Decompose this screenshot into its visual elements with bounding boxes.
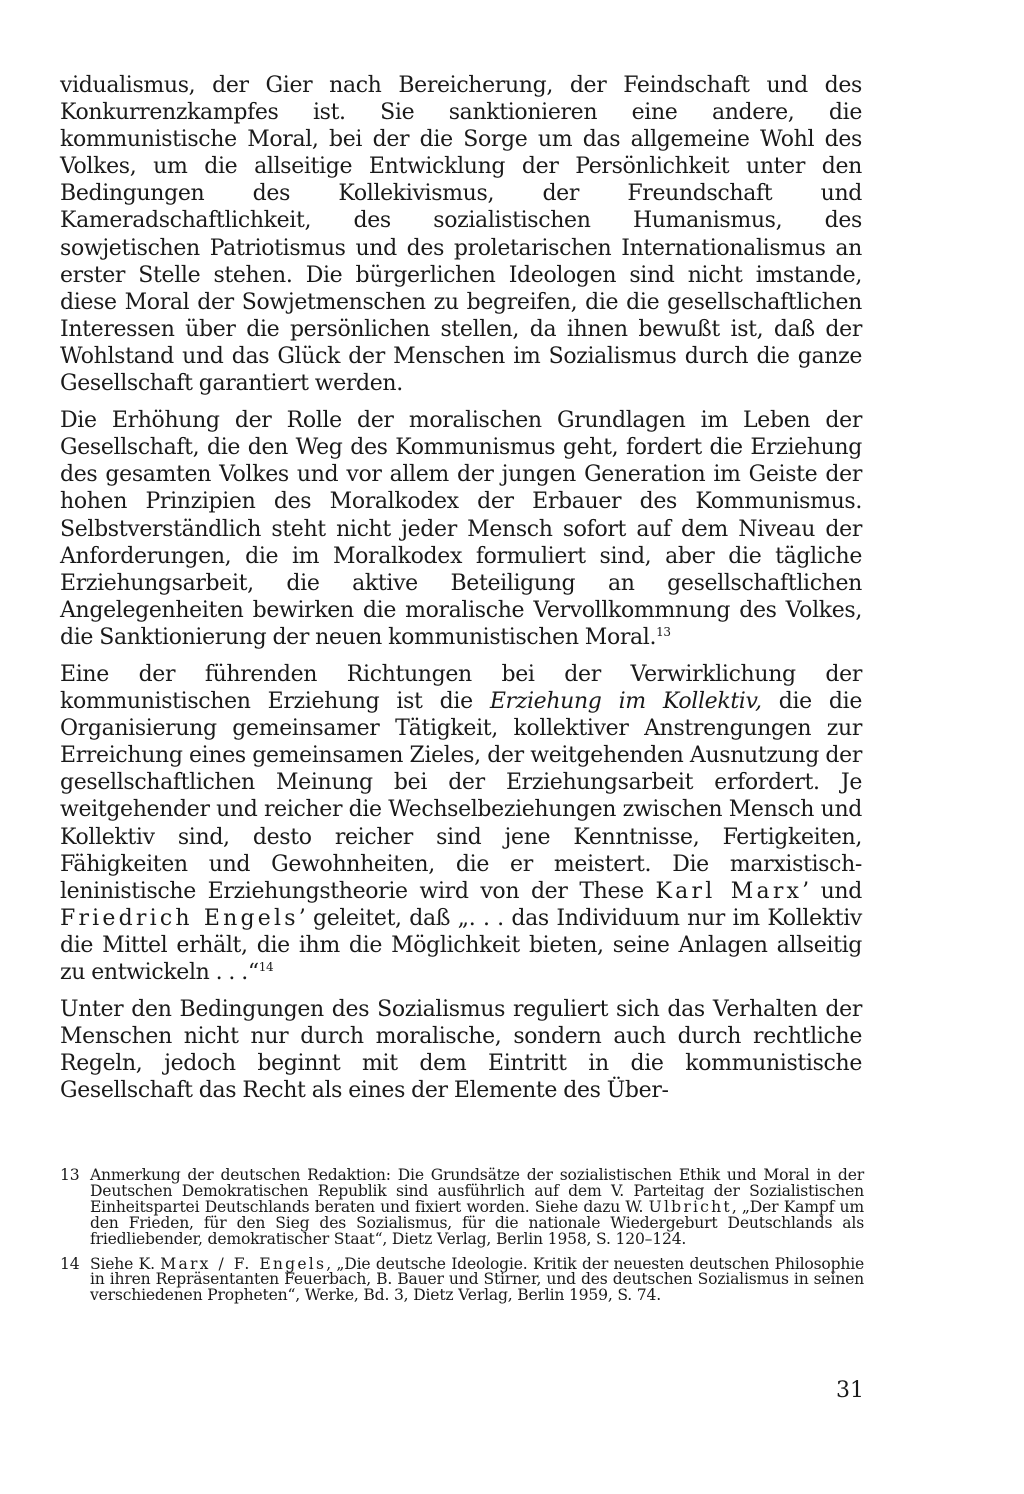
footnote-13-number: 13 <box>60 1166 80 1184</box>
paragraph-4-text: Unter den Bedingungen des Sozialismus reguliert sich das Verhalten der Menschen nicht nur durch moralische, sondern auch durch rechtliche Regeln, jedoch beginnt mit dem Eintritt in die kommunistische Gesellschaft das Recht als eines der Elemente des Über- <box>60 997 862 1104</box>
name-karl-marx: Karl Marx <box>655 878 803 904</box>
paragraph-3-text-end: ’ geleitet, daß „. . . das Individuum nur im Kollektiv die Mittel erhält, die ihm die Möglichkeit bieten, seine Anlagen allseitig zu entwickeln . . .“ <box>60 905 862 985</box>
footnote-ref-13[interactable]: 13 <box>656 624 671 639</box>
paragraph-1-text: vidualismus, der Gier nach Bereicherung, der Feindschaft und des Konkurrenzkampfes ist. Sie sanktionieren eine andere, die kommunistische Moral, bei der die Sorge um das allgemeine Wohl des Volkes, um die allseitige Entwicklung der Persönlichkeit unter den Bedingungen des Kollekivismus, der Freundschaft und Kameradschaftlichkeit, des sozialistischen Humanismus, des sowjetischen Patriotismus und des proletarischen Internationalismus an erster Stelle stehen. Die bürgerlichen Ideologen sind nicht imstande, diese Moral der Sowjetmenschen zu begreifen, die die gesellschaftlichen Interessen über die persönlichen stellen, da ihnen bewußt ist, daß der Wohlstand und das Glück der Menschen im Sozialismus durch die ganze Gesellschaft garantiert werden. <box>60 73 862 397</box>
paragraph-3-text-start: Eine der führenden Richtungen bei der Verwirklichung der kommunistischen Erziehung ist die <box>60 661 862 715</box>
footnotes <box>60 1168 864 1313</box>
footnote-14-number: 14 <box>60 1254 80 1273</box>
name-friedrich-engels: Friedrich Engels <box>60 905 299 931</box>
footnote-13 <box>60 1168 864 1248</box>
emphasis-erziehung-im-kollektiv: Erziehung im Kollektiv, <box>489 689 762 715</box>
paragraph-3 <box>60 661 862 986</box>
paragraph-3-connector: ’ und <box>802 878 862 904</box>
footnote-14-text-end: , „Die deutsche Ideologie. Kritik der neuesten deutschen Philosophie in ihren Repräsentanten Feuerbach, B. Bauer und Stirner, und des deutschen Sozialismus in seinen verschiedenen Propheten“, Werke, Bd. 3, Dietz Verlag, Berlin 1959, S. 74. <box>90 1254 865 1305</box>
footnote-14-text-start: Siehe K. <box>90 1254 161 1273</box>
paragraph-4 <box>60 996 862 1104</box>
paragraph-2 <box>60 407 862 651</box>
footnote-13-text-start: Anmerkung der deutschen Redaktion: Die Grundsätze der sozialistischen Ethik und Moral in der Deutschen Demokratischen Republik sind ausführlich auf dem V. Parteitag der Sozialistischen Einheitspartei Deutschlands beraten und fixiert worden. Siehe dazu W. <box>90 1166 864 1216</box>
name-marx-engels: Marx / F. Engels <box>160 1254 327 1273</box>
footnote-ref-14[interactable]: 14 <box>258 960 274 974</box>
name-ulbricht: Ulbricht <box>648 1197 732 1216</box>
paragraph-1 <box>60 72 862 397</box>
paragraph-2-text: Die Erhöhung der Rolle der moralischen Grundlagen im Leben der Gesellschaft, die den Weg des Kommunismus geht, fordert die Erziehung des gesamten Volkes und vor allem der jungen Generation im Geiste der hohen Prinzipien des Moralkodex der Erbauer des Kommunismus. Selbstverständlich steht nicht jeder Mensch sofort auf dem Niveau der Anforderungen, die im Moralkodex formuliert sind, aber die tägliche Erziehungsarbeit, die aktive Beteiligung an gesellschaftlichen Angelegenheiten bewirken die moralische Vervollkommnung des Volkes, die Sanktionierung der neuen kommunistischen Moral. <box>60 408 862 650</box>
footnote-14 <box>60 1254 865 1305</box>
footnote-14-text <box>90 1254 865 1305</box>
page-number: 31 <box>836 1378 864 1403</box>
footnote-13-text-end: , „Der Kampf um den Frieden, für den Sieg des Sozialismus, für die nationale Wiedergeburt Deutschlands als friedliebender, demokratischer Staat“, Dietz Verlag, Berlin 1958, S. 120–124. <box>90 1197 864 1248</box>
body-text <box>60 72 862 1114</box>
footnote-13-text <box>90 1168 864 1248</box>
paragraph-3-text-middle: die die Organisierung gemeinsamer Tätigkeit, kollektiver Anstrengungen zur Erreichung eines gemeinsamen Zieles, der weitgehenden Ausnutzung der gesellschaftlichen Meinung bei der Erziehungsarbeit erfordert. Je weitgehender und reicher die Wechselbeziehungen zwischen Mensch und Kollektiv sind, desto reicher sind jene Kenntnisse, Fertigkeiten, Fähigkeiten und Gewohnheiten, die er meistert. Die marxistisch-leninistische Erziehungstheorie wird von der These <box>60 689 862 904</box>
